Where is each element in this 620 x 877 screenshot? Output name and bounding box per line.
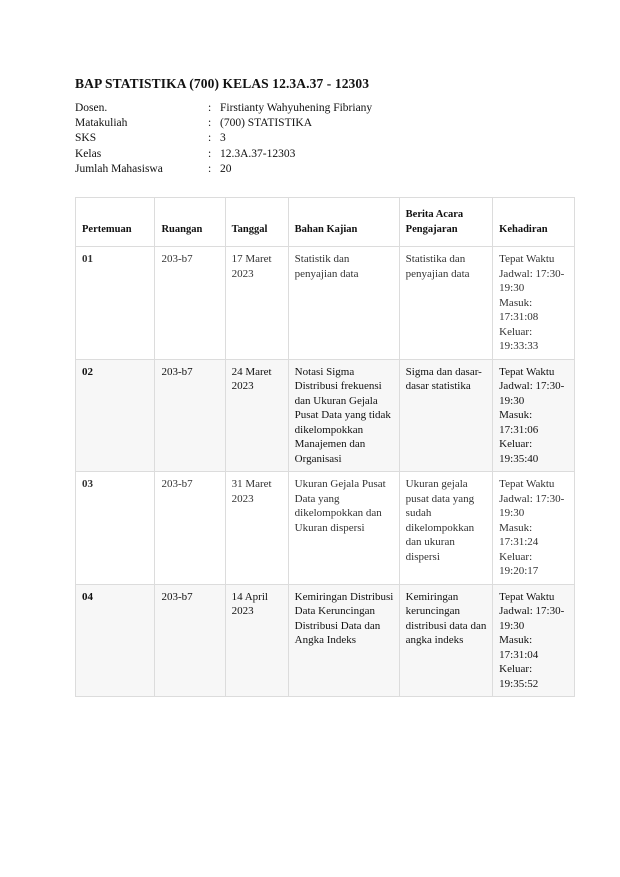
info-value: 3 xyxy=(220,132,226,145)
cell-bahan-kajian: Notasi Sigma Distribusi frekuensi dan Ukuran Gejala Pusat Data yang tidak dikelompokkan Manajemen dan Organisasi xyxy=(288,359,399,472)
kehadiran-keluar: Keluar: 19:33:33 xyxy=(499,325,539,352)
kehadiran-status: Tepat Waktu xyxy=(499,365,555,378)
kehadiran-masuk: Masuk: 17:31:24 xyxy=(499,521,539,548)
header-bahan-kajian: Bahan Kajian xyxy=(288,198,399,247)
page-title: BAP STATISTIKA (700) KELAS 12.3A.37 - 12303 xyxy=(75,76,370,91)
kehadiran-status: Tepat Waktu xyxy=(499,253,555,265)
cell-berita-acara: Ukuran gejala pusat data yang sudah dikelompokkan dan ukuran dispersi xyxy=(399,472,492,585)
info-row-sks xyxy=(75,131,372,146)
cell-kehadiran xyxy=(493,472,575,585)
cell-ruangan: 203-b7 xyxy=(155,359,225,472)
course-info xyxy=(75,101,372,177)
kehadiran-keluar: Keluar: 19:35:52 xyxy=(499,663,539,690)
info-value: 12.3A.37-12303 xyxy=(220,147,296,160)
cell-kehadiran xyxy=(493,584,575,697)
header-ruangan: Ruangan xyxy=(155,198,225,247)
cell-tanggal: 24 Maret 2023 xyxy=(225,359,288,472)
cell-tanggal: 14 April 2023 xyxy=(225,584,288,697)
info-row-jumlah-mahasiswa xyxy=(75,162,372,177)
table-row xyxy=(76,247,575,360)
cell-kehadiran xyxy=(493,247,575,360)
info-row-matakuliah xyxy=(75,116,372,131)
kehadiran-jadwal: Jadwal: 17:30-19:30 xyxy=(499,605,565,632)
kehadiran-masuk: Masuk: 17:31:04 xyxy=(499,634,539,661)
cell-berita-acara: Kemiringan keruncingan distribusi data dan angka indeks xyxy=(399,584,492,697)
cell-berita-acara: Sigma dan dasar-dasar statistika xyxy=(399,359,492,472)
header-pertemuan: Pertemuan xyxy=(76,198,155,247)
info-colon: : xyxy=(208,132,212,145)
cell-pertemuan: 02 xyxy=(76,359,155,472)
info-colon: : xyxy=(208,162,212,175)
table-row xyxy=(76,584,575,697)
info-label: Dosen. xyxy=(75,102,108,114)
kehadiran-jadwal: Jadwal: 17:30-19:30 xyxy=(499,492,565,519)
cell-bahan-kajian: Kemiringan Distribusi Data Keruncingan Distribusi Data dan Angka Indeks xyxy=(288,584,399,697)
kehadiran-jadwal: Jadwal: 17:30-19:30 xyxy=(499,267,565,294)
table-row xyxy=(76,472,575,585)
info-value: Firstianty Wahyuhening Fibriany xyxy=(220,102,373,114)
cell-pertemuan: 03 xyxy=(76,472,155,585)
info-colon: : xyxy=(208,102,212,114)
header-kehadiran: Kehadiran xyxy=(493,198,575,247)
cell-berita-acara: Statistika dan penyajian data xyxy=(399,247,492,360)
table-header-row xyxy=(76,198,575,247)
cell-pertemuan: 04 xyxy=(76,584,155,697)
info-label: Matakuliah xyxy=(75,117,128,130)
cell-bahan-kajian: Ukuran Gejala Pusat Data yang dikelompokkan dan Ukuran dispersi xyxy=(288,472,399,585)
kehadiran-masuk: Masuk: 17:31:06 xyxy=(499,409,539,436)
kehadiran-masuk: Masuk: 17:31:08 xyxy=(499,296,539,323)
cell-bahan-kajian: Statistik dan penyajian data xyxy=(288,247,399,360)
info-label: SKS xyxy=(75,132,97,145)
kehadiran-keluar: Keluar: 19:35:40 xyxy=(499,438,539,465)
kehadiran-status: Tepat Waktu xyxy=(499,590,555,603)
cell-ruangan: 203-b7 xyxy=(155,472,225,585)
info-colon: : xyxy=(208,117,212,130)
attendance-table xyxy=(75,197,575,697)
cell-tanggal: 17 Maret 2023 xyxy=(225,247,288,360)
info-value: (700) STATISTIKA xyxy=(220,117,313,130)
header-tanggal: Tanggal xyxy=(225,198,288,247)
info-value: 20 xyxy=(220,162,232,175)
cell-ruangan: 203-b7 xyxy=(155,584,225,697)
info-label: Kelas xyxy=(75,147,102,160)
info-row-dosen xyxy=(75,101,372,116)
cell-kehadiran xyxy=(493,359,575,472)
cell-tanggal: 31 Maret 2023 xyxy=(225,472,288,585)
info-colon: : xyxy=(208,147,212,160)
kehadiran-status: Tepat Waktu xyxy=(499,478,555,490)
header-berita-acara: Berita Acara Pengajaran xyxy=(399,198,492,247)
info-row-kelas xyxy=(75,147,372,162)
cell-ruangan: 203-b7 xyxy=(155,247,225,360)
table-row xyxy=(76,359,575,472)
info-label: Jumlah Mahasiswa xyxy=(75,162,163,175)
cell-pertemuan: 01 xyxy=(76,247,155,360)
kehadiran-jadwal: Jadwal: 17:30-19:30 xyxy=(499,380,565,407)
kehadiran-keluar: Keluar: 19:20:17 xyxy=(499,550,539,577)
